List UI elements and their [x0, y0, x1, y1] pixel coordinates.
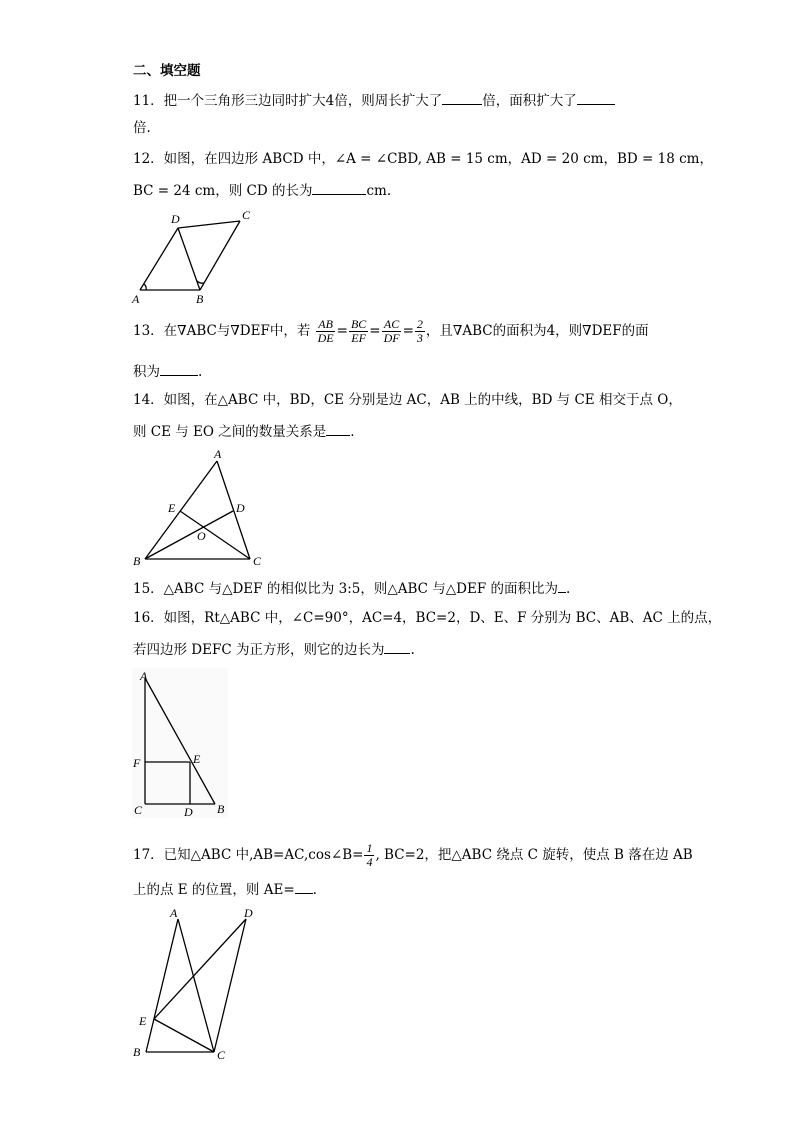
q17-text-b: , BC=2，把△ABC 绕点 C 旋转，使点 B 落在边 AB: [375, 847, 693, 863]
q12-seg-ad: [140, 228, 178, 290]
q13-frac-ac-df: [382, 318, 402, 345]
question-17-line1: [133, 840, 693, 870]
question-14-line2: [133, 421, 355, 441]
q13-f1-num: AB: [318, 317, 333, 331]
q13-blank[interactable]: [160, 361, 198, 376]
q17-label-c: C: [217, 1048, 226, 1062]
q14-label-o: O: [197, 529, 206, 543]
q16-figure: [130, 668, 230, 820]
q13-frac-ab-de: [316, 318, 336, 345]
q14-label-c: C: [253, 554, 262, 568]
question-15: [133, 578, 570, 598]
q17-text-a: 17．已知△ABC 中,AB=AC,cos∠B=: [133, 847, 364, 863]
question-17-line2: [133, 879, 317, 899]
q14-label-b: B: [133, 554, 141, 568]
section-title: 二、填空题: [133, 63, 201, 79]
question-12-line1: 12．如图，在四边形 ABCD 中，∠A = ∠CBD, AB = 15 cm，AD = 20 cm，BD = 18 cm，: [133, 151, 713, 167]
q17-label-a: A: [170, 906, 178, 920]
q11-blank-2[interactable]: [577, 90, 615, 105]
q17-frac-den: 4: [366, 855, 373, 869]
q16-blank[interactable]: [384, 639, 410, 654]
q17-frac-num: 1: [366, 841, 373, 855]
q16-figure-background: [132, 668, 228, 818]
q16-text-b: .: [410, 642, 415, 658]
q14-label-e: E: [168, 501, 176, 515]
q16-label-c: C: [134, 803, 143, 817]
q14-seg-bd: [145, 511, 233, 559]
q13-f3-den: DF: [383, 331, 400, 345]
q13-f2-den: EF: [351, 331, 366, 345]
question-13-line2: [133, 361, 202, 381]
q17-frac-1-4: [364, 842, 374, 869]
q17-label-e: E: [139, 1014, 147, 1028]
q14-label-a: A: [214, 447, 222, 461]
q17-seg-ac: [178, 919, 214, 1052]
q12-label-a: A: [132, 292, 140, 306]
q17-seg-ed: [154, 919, 246, 1019]
question-11-line2: 倍.: [133, 120, 151, 136]
q12-seg-dc: [178, 221, 240, 228]
q13-frac-2-3: [415, 318, 425, 345]
q11-text-b: 倍，面积扩大了: [482, 93, 577, 109]
q13-f4-den: 3: [416, 331, 423, 345]
q16-label-a: A: [140, 669, 148, 683]
q12-label-c: C: [242, 208, 251, 222]
q15-text-b: .: [565, 581, 571, 597]
question-16-line1: 16．如图，Rt△ABC 中，∠C=90°，AC=4，BC=2，D、E、F 分别为 BC、AB、AC 上的点，: [133, 610, 722, 626]
q14-label-d: D: [236, 501, 245, 515]
q12-angle-a: [144, 284, 146, 290]
q13-prefix: 13．在∇ABC与∇DEF中，若: [133, 323, 311, 339]
q14-seg-ce: [180, 511, 250, 559]
question-16-line2: [133, 639, 415, 659]
q17-label-d: D: [244, 906, 253, 920]
q14-seg-ab: [145, 461, 217, 559]
q13-text-b: .: [198, 364, 203, 380]
q17-seg-dc: [214, 919, 246, 1052]
q12-seg-bd: [178, 228, 200, 290]
q13-f2-num: BC: [350, 317, 367, 331]
q14-text-a: 则 CE 与 EO 之间的数量关系是: [133, 424, 327, 440]
question-13-line1: 13．在∇ABC与∇DEF中，若 $\frac{AB}{DE}$ = $\frac{BC}{EF}$ = $\frac{AC}{DF}$ = $\frac{2}{3}$ ，且∇ABC的面积为4，则∇DEF的面: [133, 317, 649, 345]
q15-blank[interactable]: [558, 578, 566, 593]
question-11-line1: [133, 90, 615, 110]
q13-f1-den: DE: [317, 331, 334, 345]
q13-text-a: 积为: [133, 364, 160, 380]
q14-seg-ac: [217, 461, 250, 559]
q12-figure: [130, 208, 260, 308]
q14-text-b: .: [350, 424, 355, 440]
q12-blank[interactable]: [312, 180, 366, 195]
q13-f3-num: AC: [383, 317, 400, 331]
q16-text-a: 若四边形 DEFC 为正方形，则它的边长为: [133, 642, 385, 658]
q13-f4-num: 2: [416, 317, 423, 331]
q14-blank[interactable]: [326, 421, 350, 436]
q17-seg-ba: [146, 919, 178, 1052]
q17-seg-ec: [154, 1019, 214, 1052]
q12-text-a: BC = 24 cm，则 CD 的长为: [133, 183, 313, 199]
q12-seg-bc: [200, 221, 240, 290]
q17-figure: [130, 904, 270, 1066]
question-12-line2: [133, 180, 391, 200]
q11-text-a: 11．把一个三角形三边同时扩大4倍，则周长扩大了: [133, 93, 443, 109]
q17-text-b2: .: [312, 882, 317, 898]
q16-label-d: D: [184, 805, 193, 819]
question-14-line1: 14．如图，在△ABC 中，BD，CE 分别是边 AC，AB 上的中线，BD 与 CE 相交于点 O，: [133, 392, 682, 408]
q16-label-f: F: [133, 756, 141, 770]
q14-figure: [130, 448, 270, 568]
q12-label-d: D: [171, 212, 180, 226]
q17-blank[interactable]: [295, 879, 313, 894]
q12-text-b: cm.: [366, 183, 392, 199]
q12-label-b: B: [196, 292, 204, 306]
q17-text-a2: 上的点 E 的位置，则 AE=: [133, 882, 295, 898]
q17-label-b: B: [133, 1045, 141, 1059]
q13-suffix: ，且∇ABC的面积为4，则∇DEF的面: [425, 323, 649, 339]
q11-blank-1[interactable]: [442, 90, 482, 105]
q16-label-b: B: [217, 802, 225, 816]
q15-text-a: 15．△ABC 与△DEF 的相似比为 3:5，则△ABC 与△DEF 的面积比为: [133, 581, 558, 597]
q16-label-e: E: [193, 752, 201, 766]
q13-frac-bc-ef: [349, 318, 368, 345]
